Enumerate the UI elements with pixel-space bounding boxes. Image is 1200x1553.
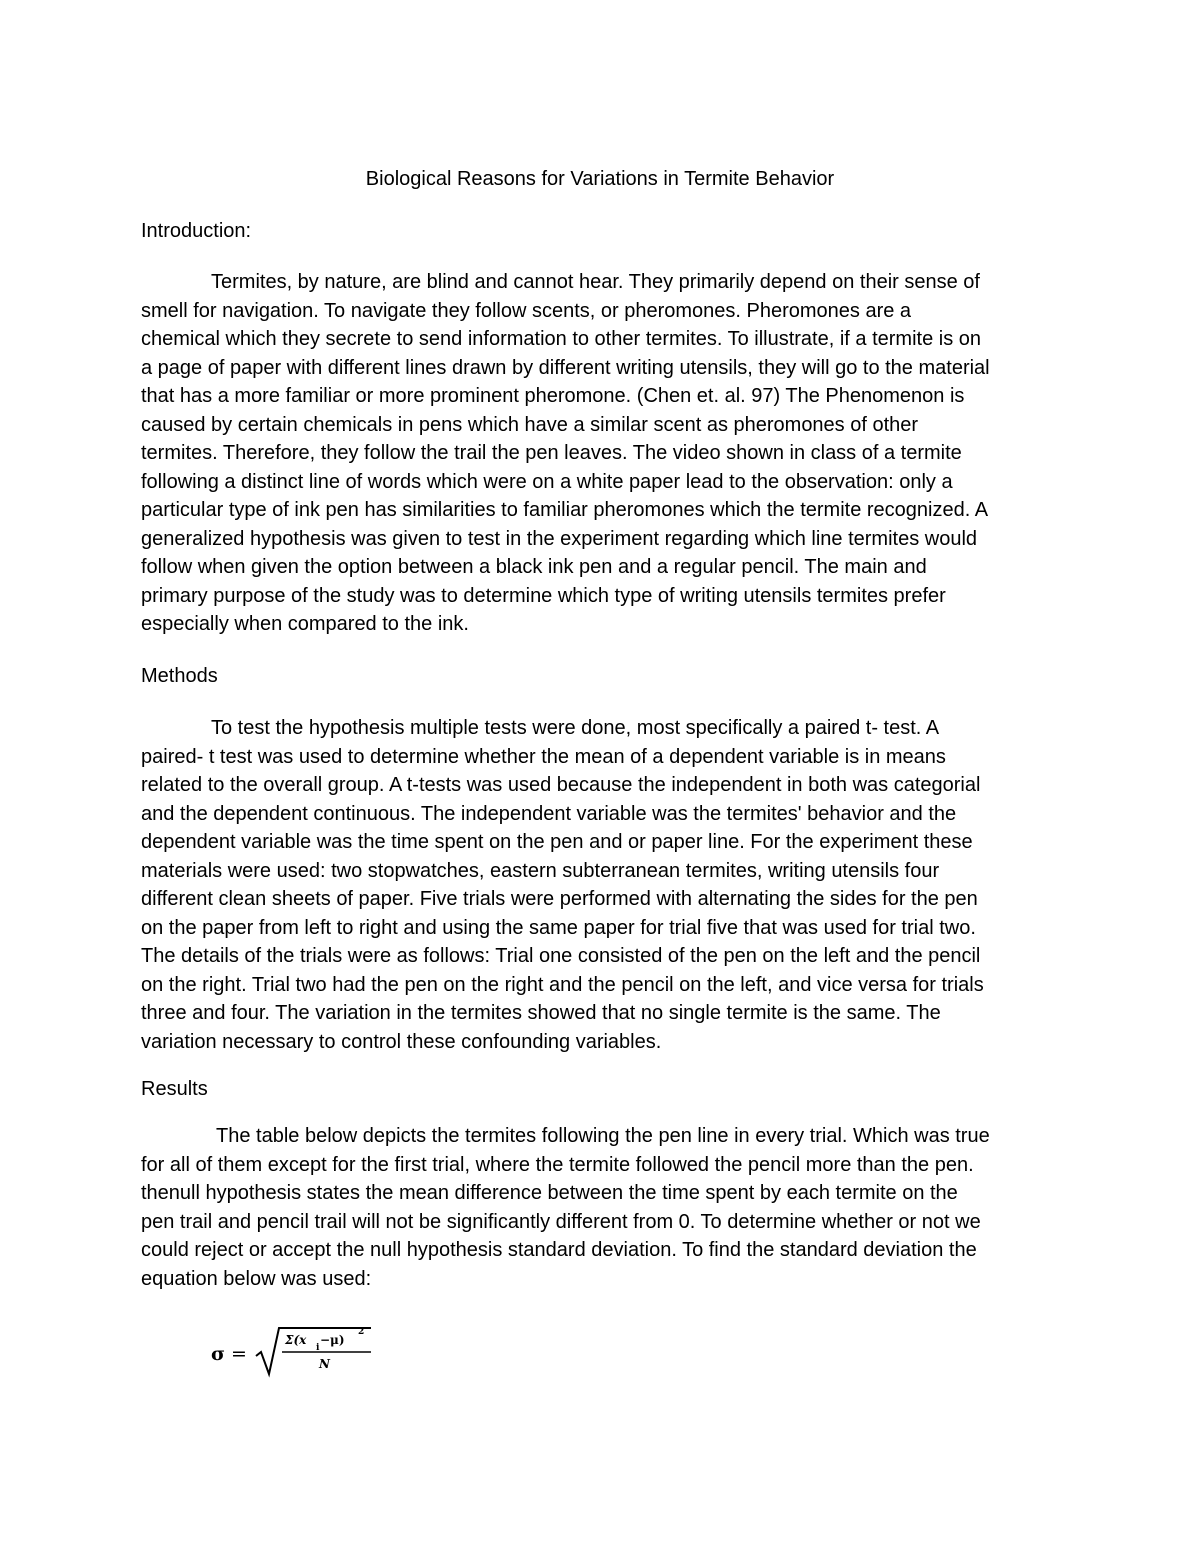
paragraph-line: different clean sheets of paper. Five trials were performed with alternating the sides for the pen xyxy=(141,888,978,910)
introduction-paragraph xyxy=(141,268,1076,639)
methods-heading: Methods xyxy=(141,665,218,687)
paragraph-line: could reject or accept the null hypothesis standard deviation. To find the standard deviation the xyxy=(141,1239,977,1261)
paragraph-line: related to the overall group. A t-tests was used because the independent in both was categorial xyxy=(141,774,981,796)
denominator-n: N xyxy=(319,1357,330,1371)
paragraph-line: particular type of ink pen has similarities to familiar pheromones which the termite recognized. A xyxy=(141,499,989,521)
standard-deviation-equation xyxy=(205,1318,385,1378)
paragraph-line: The details of the trials were as follows: Trial one consisted of the pen on the left and the pencil xyxy=(141,945,981,967)
paragraph-line: and the dependent continuous. The independent variable was the termites' behavior and the xyxy=(141,802,957,825)
paragraph-line: primary purpose of the study was to determine which type of writing utensils termites prefer xyxy=(141,584,946,607)
paragraph-line: Termites, by nature, are blind and cannot hear. They primarily depend on their sense of xyxy=(211,271,980,293)
paragraph-line: on the paper from left to right and using the same paper for trial five that was used for trial two. xyxy=(141,916,976,939)
equation-graphic xyxy=(205,1318,385,1378)
paragraph-line: thenull hypothesis states the mean difference between the time spent by each termite on the xyxy=(141,1182,958,1204)
numerator-sum: Σ(x xyxy=(285,1333,307,1347)
paragraph-line: To test the hypothesis multiple tests were done, most specifically a paired t- test. A xyxy=(211,717,940,739)
paragraph-line: variation necessary to control these confounding variables. xyxy=(141,1030,662,1053)
paragraph-line: dependent variable was the time spent on the pen and or paper line. For the experiment these xyxy=(141,831,973,853)
results-paragraph xyxy=(141,1122,1076,1293)
paragraph-line: equation below was used: xyxy=(141,1267,372,1290)
results-heading: Results xyxy=(141,1078,208,1100)
paragraph-line: caused by certain chemicals in pens which have a similar scent as pheromones of other xyxy=(141,413,919,436)
paragraph-line: smell for navigation. To navigate they follow scents, or pheromones. Pheromones are a xyxy=(141,299,912,322)
radical-sign xyxy=(256,1328,371,1374)
paragraph-line: especially when compared to the ink. xyxy=(141,613,469,635)
paragraph-line: follow when given the option between a black ink pen and a regular pencil. The main and xyxy=(141,556,927,578)
methods-paragraph xyxy=(141,714,1076,1056)
paragraph-line: The table below depicts the termites following the pen line in every trial. Which was true xyxy=(216,1125,990,1147)
paragraph-line: paired- t test was used to determine whether the mean of a dependent variable is in means xyxy=(141,745,946,768)
paragraph-line: pen trail and pencil trail will not be significantly different from 0. To determine whether or not we xyxy=(141,1210,981,1233)
document-title: Biological Reasons for Variations in Termite Behavior xyxy=(365,168,835,190)
paragraph-line: that has a more familiar or more prominent pheromone. (Chen et. al. 97) The Phenomenon is xyxy=(141,385,965,407)
sigma-symbol: σ xyxy=(211,1343,226,1365)
paragraph-line: three and four. The variation in the termites showed that no single termite is the same. The xyxy=(141,1002,941,1024)
paragraph-line: for all of them except for the first trial, where the termite followed the pencil more than the pen. xyxy=(141,1153,974,1176)
introduction-heading: Introduction: xyxy=(141,220,252,242)
subscript-i: i xyxy=(316,1343,320,1353)
paragraph-line: following a distinct line of words which were on a white paper lead to the observation: only a xyxy=(141,470,953,493)
paragraph-line: chemical which they secrete to send information to other termites. To illustrate, if a termite is on xyxy=(141,328,981,350)
numerator-mu: −μ) xyxy=(320,1333,345,1347)
paragraph-line: a page of paper with different lines drawn by different writing utensils, they will go to the material xyxy=(141,356,990,379)
paragraph-line: generalized hypothesis was given to test in the experiment regarding which line termites would xyxy=(141,527,978,550)
paragraph-line: materials were used: two stopwatches, eastern subterranean termites, writing utensils four xyxy=(141,859,940,882)
paragraph-line: termites. Therefore, they follow the trail the pen leaves. The video shown in class of a termite xyxy=(141,442,962,464)
paragraph-line: on the right. Trial two had the pen on the right and the pencil on the left, and vice versa for trials xyxy=(141,973,984,996)
equals-sign: = xyxy=(231,1343,247,1365)
exponent-two: 2 xyxy=(358,1327,365,1337)
